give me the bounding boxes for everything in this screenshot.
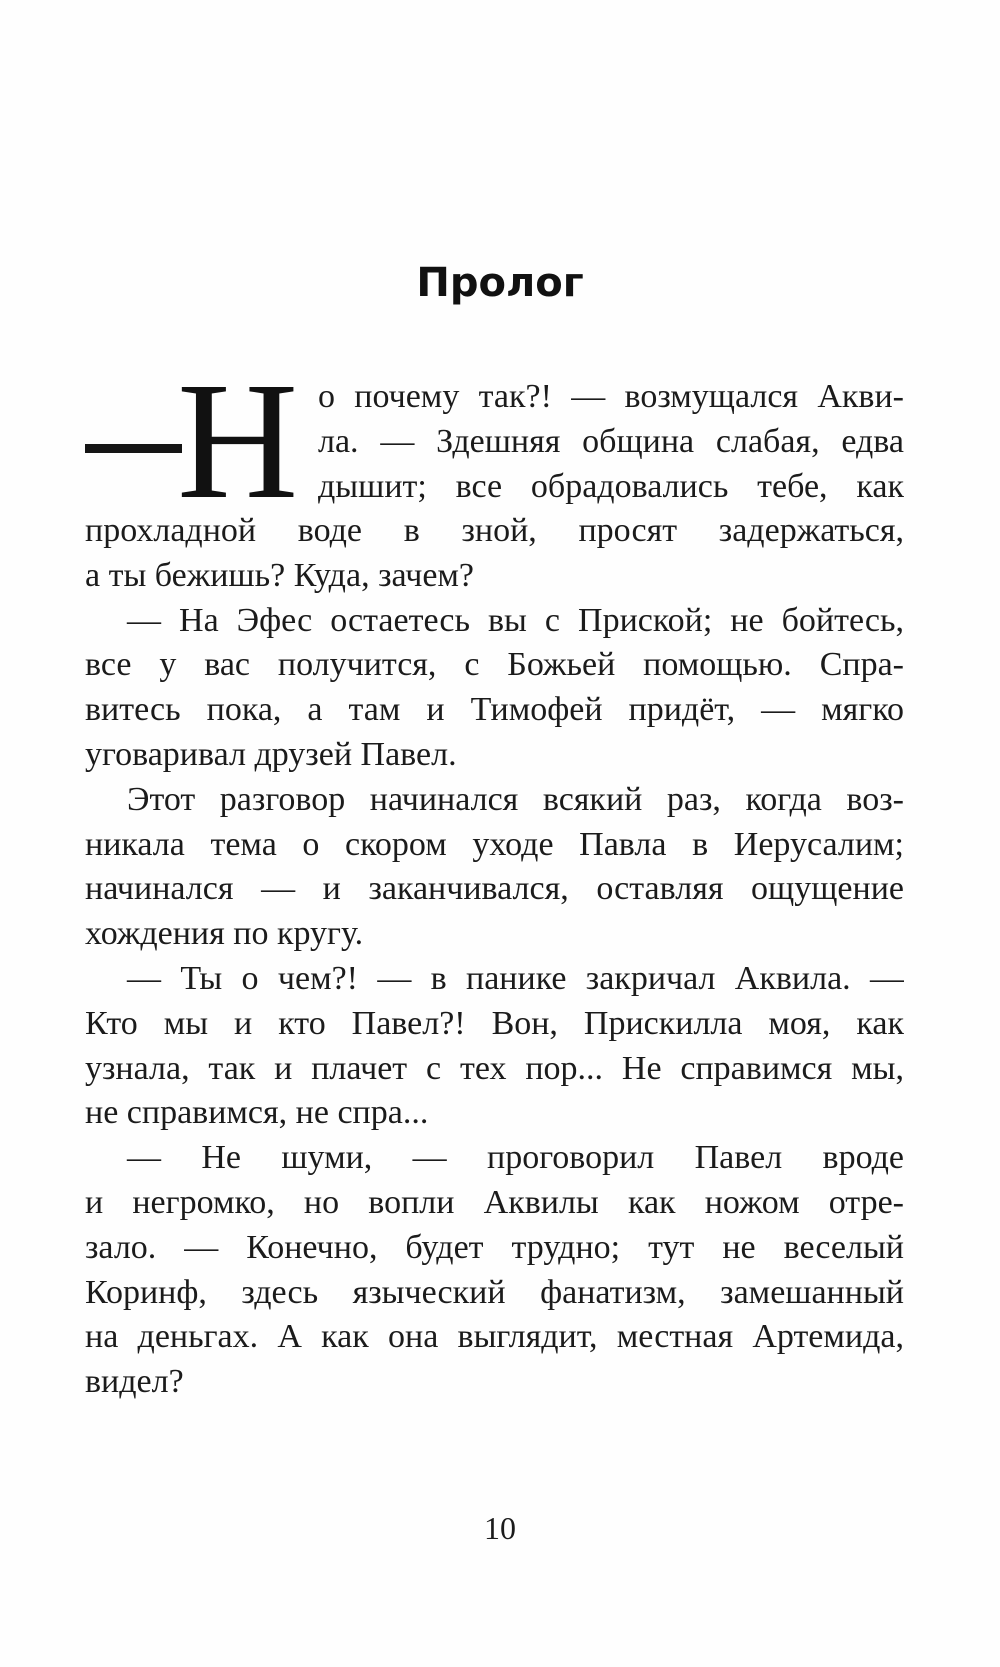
chapter-body bbox=[85, 348, 904, 1405]
text-line: уговаривал друзей Павел. bbox=[85, 735, 457, 773]
text-line: видел? bbox=[85, 1363, 184, 1401]
text-line: — Не шуми, — проговорил Павел вроде bbox=[127, 1139, 904, 1177]
text-line: — На Эфес остаетесь вы с Приской; не бойтесь, bbox=[127, 601, 904, 639]
text-line: о почему так?! — возмущался Акви- bbox=[318, 378, 904, 415]
paragraph-2 bbox=[85, 599, 904, 778]
drop-cap: Н bbox=[177, 348, 299, 534]
text-line: — Ты о чем?! — в панике закричал Аквила. — bbox=[127, 959, 904, 997]
text-line: Этот разговор начинался всякий раз, когда воз- bbox=[127, 780, 904, 818]
text-line: ла. — Здешняя община слабая, едва bbox=[318, 422, 904, 460]
paragraph-4 bbox=[85, 957, 904, 1136]
opening-lines bbox=[318, 375, 904, 509]
text-line: зало. — Конечно, будет трудно; тут не веселый bbox=[85, 1228, 904, 1266]
text-line: никала тема о скором уходе Павла в Иерусалим; bbox=[85, 825, 904, 863]
text-line: и негромко, но вопли Аквилы как ножом отре- bbox=[85, 1183, 904, 1221]
text-line: Кто мы и кто Павел?! Вон, Прискилла моя, как bbox=[85, 1004, 904, 1042]
text-line: начинался — и заканчивался, оставляя ощущение bbox=[85, 870, 904, 908]
paragraph-5 bbox=[85, 1136, 904, 1405]
page-number: 10 bbox=[484, 1510, 516, 1546]
text-line: витесь пока, а там и Тимофей придёт, — мягко bbox=[85, 691, 904, 729]
paragraph-3 bbox=[85, 778, 904, 957]
chapter-title: Пролог bbox=[416, 260, 584, 306]
text-line: на деньгах. А как она выглядит, местная Артемида, bbox=[85, 1318, 904, 1356]
text-line: хождения по кругу. bbox=[85, 915, 364, 953]
text-line: прохладной воде в зной, просят задержаться, bbox=[85, 512, 904, 549]
text-line: не справимся, не спра... bbox=[85, 1094, 429, 1132]
text-line: а ты бежишь? Куда, зачем? bbox=[85, 556, 475, 594]
text-line: дышит; все обрадовались тебе, как bbox=[318, 467, 904, 505]
text-line: Коринф, здесь языческий фанатизм, замешанный bbox=[85, 1273, 904, 1311]
opening-dash bbox=[85, 444, 182, 453]
text-line: все у вас получится, с Божьей помощью. Спра- bbox=[85, 646, 904, 684]
text-line: узнала, так и плачет с тех пор... Не справимся мы, bbox=[85, 1049, 904, 1087]
